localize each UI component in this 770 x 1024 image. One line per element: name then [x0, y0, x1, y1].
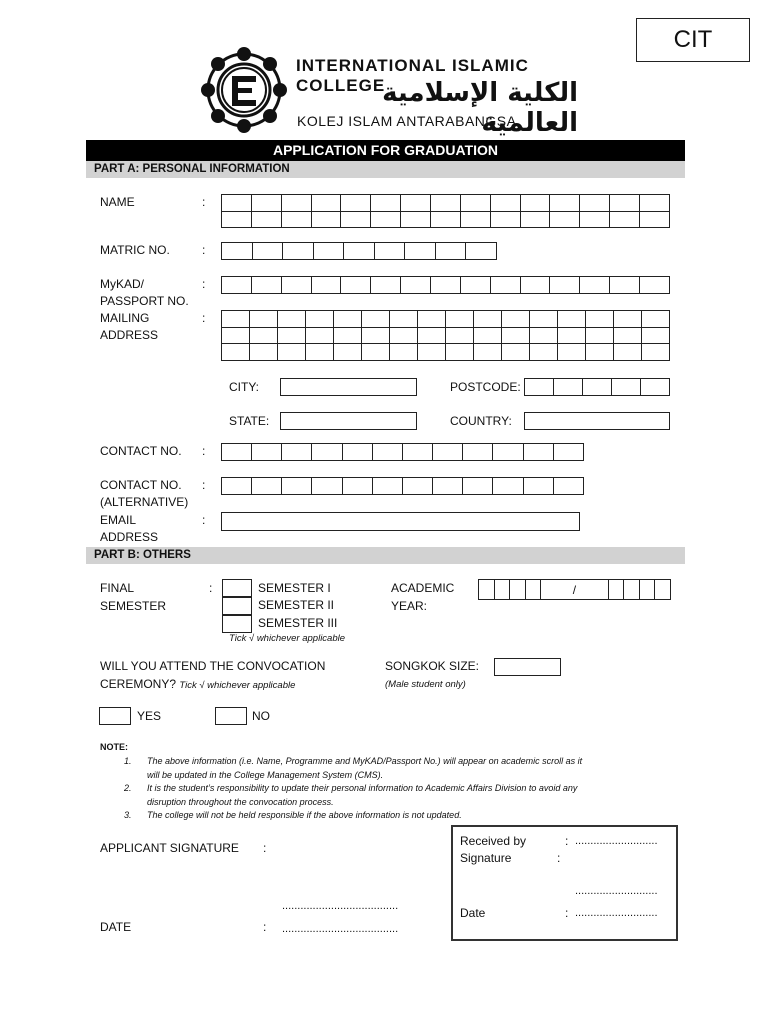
semester-3-checkbox[interactable] [222, 615, 252, 633]
semester-2-checkbox[interactable] [222, 597, 252, 615]
convocation-no-checkbox[interactable] [215, 707, 247, 725]
state-label: STATE: [229, 414, 270, 428]
applicant-signature-line[interactable]: ...................................... [282, 900, 399, 912]
part-b-heading: PART B: OTHERS [86, 547, 685, 564]
convocation-tick-hint: Tick √ whichever applicable [179, 680, 296, 691]
academic-year-label-line1: ACADEMIC [391, 581, 455, 595]
form-title: APPLICATION FOR GRADUATION [86, 140, 685, 161]
note-item-line2: will be updated in the College Management System (CMS). [147, 769, 384, 780]
email-label-line1: EMAIL [100, 513, 137, 527]
applicant-date-label: DATE [100, 920, 132, 934]
contact-alt-label-line1: CONTACT NO. [100, 478, 182, 492]
mailing-address-grid[interactable] [221, 310, 670, 361]
songkok-note: (Male student only) [385, 679, 466, 690]
semester-3-label: SEMESTER III [258, 616, 338, 630]
office-date-label: Date [460, 906, 486, 920]
college-emblem-icon [199, 46, 289, 134]
final-semester-colon: : [209, 581, 213, 595]
office-date-colon: : [565, 906, 569, 920]
note-item-number: 3. [124, 810, 132, 820]
email-input[interactable] [221, 512, 580, 531]
note-item-text: The college will not be held responsible if the above information is not updated. [147, 810, 462, 820]
college-name-arabic: الكلية الإسلامية العالمية [382, 78, 578, 138]
part-a-heading: PART A: PERSONAL INFORMATION [86, 161, 685, 178]
mykad-input-grid[interactable] [221, 276, 670, 294]
convocation-question-line2 [100, 676, 295, 694]
convocation-yes-label: YES [137, 709, 162, 723]
mykad-label-line2: PASSPORT NO. [100, 294, 189, 308]
note-heading: NOTE: [100, 742, 128, 752]
state-input[interactable] [280, 412, 417, 430]
final-semester-label-line1: FINAL [100, 581, 135, 595]
mailing-colon: : [202, 311, 206, 325]
academic-year-input-grid[interactable] [478, 579, 671, 600]
city-input[interactable] [280, 378, 417, 396]
office-signature-line[interactable]: ........................... [575, 885, 658, 897]
note-item [124, 809, 684, 823]
academic-year-label-line2: YEAR: [391, 599, 428, 613]
contact-alt-label-line2: (ALTERNATIVE) [100, 495, 189, 509]
convocation-no-label: NO [252, 709, 270, 723]
office-signature-colon: : [557, 851, 561, 865]
mailing-label-line2: ADDRESS [100, 328, 159, 342]
country-input[interactable] [524, 412, 670, 430]
note-list [124, 755, 684, 823]
final-semester-label-line2: SEMESTER [100, 599, 167, 613]
form-code-box [636, 18, 750, 62]
note-item [124, 782, 684, 809]
songkok-size-label: SONGKOK SIZE: [385, 659, 480, 673]
academic-year-separator: / [541, 580, 609, 600]
contact-alt-colon: : [202, 478, 206, 492]
note-item-line2: disruption throughout the convocation process. [147, 796, 334, 807]
semester-1-label: SEMESTER I [258, 581, 331, 595]
applicant-date-colon: : [263, 920, 267, 934]
note-item-number: 1. [124, 756, 132, 766]
mailing-label-line1: MAILING [100, 311, 150, 325]
college-logo [193, 46, 578, 138]
applicant-date-line[interactable]: ...................................... [282, 923, 399, 935]
office-received-box [451, 825, 678, 941]
matric-label: MATRIC NO. [100, 243, 170, 257]
country-label: COUNTRY: [450, 414, 512, 428]
contact-input-grid[interactable] [221, 443, 584, 461]
convocation-question-line1: WILL YOU ATTEND THE CONVOCATION [100, 659, 326, 673]
songkok-size-input[interactable] [494, 658, 561, 676]
email-colon: : [202, 513, 206, 527]
mykad-label-line1: MyKAD/ [100, 277, 145, 291]
note-item-text [147, 755, 582, 782]
note-item-line1: The above information (i.e. Name, Programme and MyKAD/Passport No.) will appear on academic scroll as it [147, 756, 583, 766]
name-label: NAME [100, 195, 135, 209]
contact-colon: : [202, 444, 206, 458]
note-item [124, 755, 684, 782]
contact-label: CONTACT NO. [100, 444, 182, 458]
applicant-signature-label: APPLICANT SIGNATURE [100, 841, 239, 855]
received-by-line[interactable]: ........................... [575, 835, 658, 847]
convocation-question-word: CEREMONY? [100, 677, 177, 691]
office-date-line[interactable]: ........................... [575, 907, 658, 919]
contact-alt-input-grid[interactable] [221, 477, 584, 495]
college-name-malay: KOLEJ ISLAM ANTARABANGSA [297, 113, 517, 129]
convocation-yes-checkbox[interactable] [99, 707, 131, 725]
name-input-grid[interactable] [221, 194, 670, 228]
semester-1-checkbox[interactable] [222, 579, 252, 597]
form-code: CIT [673, 26, 713, 53]
received-by-label: Received by [460, 834, 527, 848]
college-name-english: INTERNATIONAL ISLAMIC COLLEGE [296, 56, 529, 95]
name-colon: : [202, 195, 206, 209]
matric-colon: : [202, 243, 206, 257]
semester-tick-hint: Tick √ whichever applicable [229, 633, 346, 644]
email-label-line2: ADDRESS [100, 530, 159, 544]
postcode-input-grid[interactable] [524, 378, 670, 396]
note-item-text [147, 782, 577, 809]
note-item-line1: It is the student’s responsibility to update their personal information to Academic Affairs Division to avoid any [147, 783, 578, 793]
semester-2-label: SEMESTER II [258, 598, 335, 612]
postcode-label: POSTCODE: [450, 380, 521, 394]
matric-input-grid[interactable] [221, 242, 497, 260]
mykad-colon: : [202, 277, 206, 291]
office-signature-label: Signature [460, 851, 512, 865]
applicant-signature-colon: : [263, 841, 267, 855]
city-label: CITY: [229, 380, 260, 394]
note-item-number: 2. [124, 783, 132, 793]
received-by-colon: : [565, 834, 569, 848]
